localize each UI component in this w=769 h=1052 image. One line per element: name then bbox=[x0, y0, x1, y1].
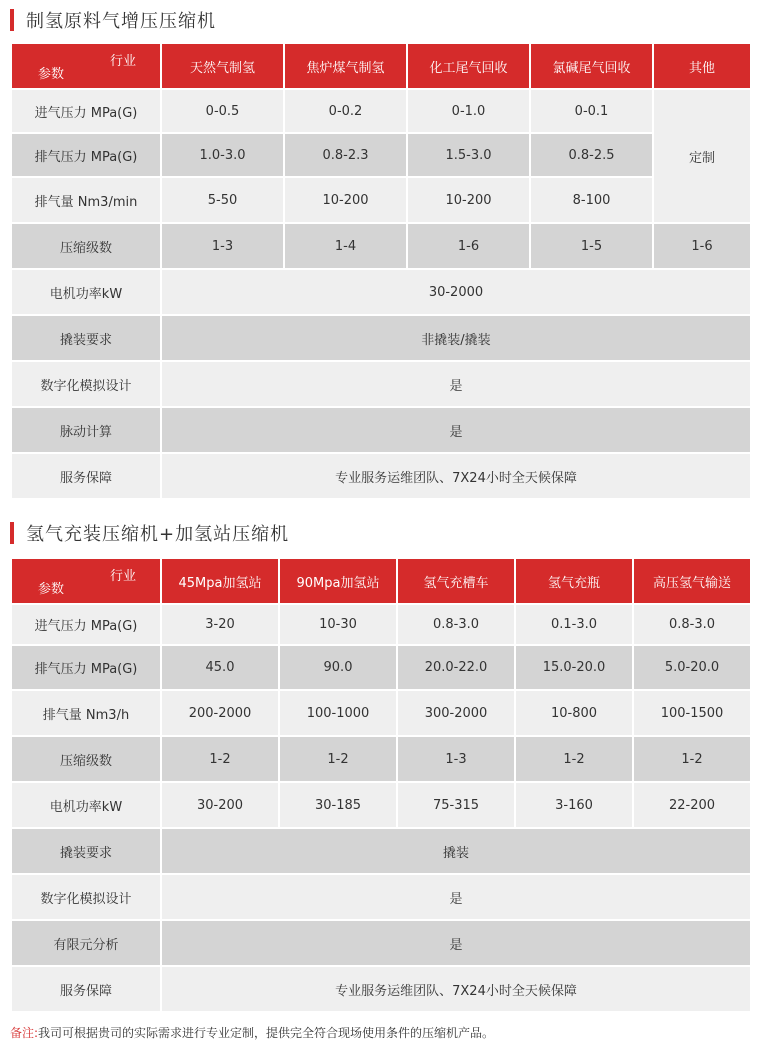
footnote bbox=[10, 1024, 494, 1041]
row-label: 压缩级数 bbox=[12, 737, 160, 781]
table-cell: 0-0.5 bbox=[162, 90, 283, 132]
corner-param-label: 参数 bbox=[38, 67, 65, 82]
merged-cell: 非撬装/撬装 bbox=[162, 316, 750, 360]
spec-table-hydrogen-feed bbox=[10, 42, 752, 500]
table-cell: 0.8-2.3 bbox=[285, 134, 406, 176]
row-label: 撬装要求 bbox=[12, 316, 160, 360]
corner-industry-label: 行业 bbox=[109, 54, 136, 69]
table-cell: 5.0-20.0 bbox=[634, 646, 750, 689]
table-row bbox=[12, 454, 750, 498]
table-cell: 0-1.0 bbox=[408, 90, 529, 132]
row-label: 排气量 Nm3/min bbox=[12, 178, 160, 222]
table-cell: 0.8-3.0 bbox=[634, 605, 750, 644]
table-cell: 300-2000 bbox=[398, 691, 514, 735]
row-label: 服务保障 bbox=[12, 967, 160, 1011]
row-label: 撬装要求 bbox=[12, 829, 160, 873]
table-cell: 1-2 bbox=[516, 737, 632, 781]
table-cell: 3-20 bbox=[162, 605, 278, 644]
table-cell: 45.0 bbox=[162, 646, 278, 689]
merged-cell: 是 bbox=[162, 875, 750, 919]
column-header: 化工尾气回收 bbox=[408, 44, 529, 88]
table-cell: 90.0 bbox=[280, 646, 396, 689]
section-title-hydrogen-filling bbox=[10, 521, 289, 545]
table-row bbox=[12, 178, 750, 222]
row-label: 数字化模拟设计 bbox=[12, 875, 160, 919]
table-cell: 75-315 bbox=[398, 783, 514, 827]
section-title-text: 氢气充装压缩机+加氢站压缩机 bbox=[26, 524, 290, 545]
table-cell: 30-185 bbox=[280, 783, 396, 827]
table-row bbox=[12, 316, 750, 360]
title-accent-bar bbox=[10, 522, 14, 544]
table-cell: 5-50 bbox=[162, 178, 283, 222]
table-cell: 10-30 bbox=[280, 605, 396, 644]
table-cell: 1-6 bbox=[408, 224, 529, 268]
row-label: 脉动计算 bbox=[12, 408, 160, 452]
table-cell: 20.0-22.0 bbox=[398, 646, 514, 689]
row-label: 有限元分析 bbox=[12, 921, 160, 965]
spec-table-hydrogen-filling bbox=[10, 557, 752, 1013]
table-row bbox=[12, 646, 750, 689]
merged-cell: 是 bbox=[162, 921, 750, 965]
table-row bbox=[12, 737, 750, 781]
section-title-text: 制氢原料气增压压缩机 bbox=[26, 11, 216, 32]
table-cell: 1-5 bbox=[531, 224, 652, 268]
table-cell: 1-3 bbox=[398, 737, 514, 781]
row-label: 电机功率kW bbox=[12, 270, 160, 314]
column-header: 天然气制氢 bbox=[162, 44, 283, 88]
row-label: 进气压力 MPa(G) bbox=[12, 90, 160, 132]
table-cell: 1.0-3.0 bbox=[162, 134, 283, 176]
table-row bbox=[12, 224, 750, 268]
table-row bbox=[12, 605, 750, 644]
section-title-hydrogen-feed bbox=[10, 8, 216, 32]
table-row bbox=[12, 829, 750, 873]
column-header: 90Mpa加氢站 bbox=[280, 559, 396, 603]
column-header: 高压氢气输送 bbox=[634, 559, 750, 603]
table-cell: 200-2000 bbox=[162, 691, 278, 735]
corner-industry-label: 行业 bbox=[109, 569, 136, 584]
table-cell: 1-2 bbox=[162, 737, 278, 781]
table-row bbox=[12, 875, 750, 919]
corner-header bbox=[12, 559, 160, 603]
table-cell: 3-160 bbox=[516, 783, 632, 827]
table-row bbox=[12, 691, 750, 735]
column-header: 氢气充槽车 bbox=[398, 559, 514, 603]
table-cell: 10-200 bbox=[408, 178, 529, 222]
column-header: 其他 bbox=[654, 44, 750, 88]
table-row bbox=[12, 270, 750, 314]
row-label: 电机功率kW bbox=[12, 783, 160, 827]
table-cell: 1-6 bbox=[654, 224, 750, 268]
table-row bbox=[12, 967, 750, 1011]
table-cell: 100-1500 bbox=[634, 691, 750, 735]
table-cell: 100-1000 bbox=[280, 691, 396, 735]
footnote-label: 备注: bbox=[10, 1026, 39, 1040]
row-label: 进气压力 MPa(G) bbox=[12, 605, 160, 644]
table-cell: 8-100 bbox=[531, 178, 652, 222]
table-cell: 1-4 bbox=[285, 224, 406, 268]
table-row bbox=[12, 134, 750, 176]
row-label: 排气量 Nm3/h bbox=[12, 691, 160, 735]
column-header: 氯碱尾气回收 bbox=[531, 44, 652, 88]
merged-cell: 是 bbox=[162, 408, 750, 452]
table-row bbox=[12, 921, 750, 965]
footnote-text: 我司可根据贵司的实际需求进行专业定制，提供完全符合现场使用条件的压缩机产品。 bbox=[38, 1026, 495, 1040]
table-cell: 1-2 bbox=[280, 737, 396, 781]
table-row bbox=[12, 90, 750, 132]
table-cell: 10-800 bbox=[516, 691, 632, 735]
table-cell: 10-200 bbox=[285, 178, 406, 222]
row-label: 压缩级数 bbox=[12, 224, 160, 268]
other-custom-cell: 定制 bbox=[654, 90, 750, 222]
corner-header bbox=[12, 44, 160, 88]
table-cell: 1-3 bbox=[162, 224, 283, 268]
merged-cell: 是 bbox=[162, 362, 750, 406]
table-cell: 15.0-20.0 bbox=[516, 646, 632, 689]
table-cell: 22-200 bbox=[634, 783, 750, 827]
merged-cell: 专业服务运维团队、7X24小时全天候保障 bbox=[162, 967, 750, 1011]
table-header-row bbox=[12, 44, 750, 88]
table-cell: 1.5-3.0 bbox=[408, 134, 529, 176]
table-cell: 30-200 bbox=[162, 783, 278, 827]
row-label: 排气压力 MPa(G) bbox=[12, 646, 160, 689]
row-label: 排气压力 MPa(G) bbox=[12, 134, 160, 176]
table-cell: 0.1-3.0 bbox=[516, 605, 632, 644]
column-header: 焦炉煤气制氢 bbox=[285, 44, 406, 88]
merged-cell: 30-2000 bbox=[162, 270, 750, 314]
table-header-row bbox=[12, 559, 750, 603]
merged-cell: 撬装 bbox=[162, 829, 750, 873]
table-cell: 0.8-3.0 bbox=[398, 605, 514, 644]
table-cell: 0-0.1 bbox=[531, 90, 652, 132]
table-cell: 0.8-2.5 bbox=[531, 134, 652, 176]
merged-cell: 专业服务运维团队、7X24小时全天候保障 bbox=[162, 454, 750, 498]
corner-param-label: 参数 bbox=[38, 582, 65, 597]
row-label: 服务保障 bbox=[12, 454, 160, 498]
table-cell: 1-2 bbox=[634, 737, 750, 781]
row-label: 数字化模拟设计 bbox=[12, 362, 160, 406]
table-cell: 0-0.2 bbox=[285, 90, 406, 132]
table-row bbox=[12, 362, 750, 406]
table-row bbox=[12, 408, 750, 452]
column-header: 45Mpa加氢站 bbox=[162, 559, 278, 603]
column-header: 氢气充瓶 bbox=[516, 559, 632, 603]
table-row bbox=[12, 783, 750, 827]
title-accent-bar bbox=[10, 9, 14, 31]
